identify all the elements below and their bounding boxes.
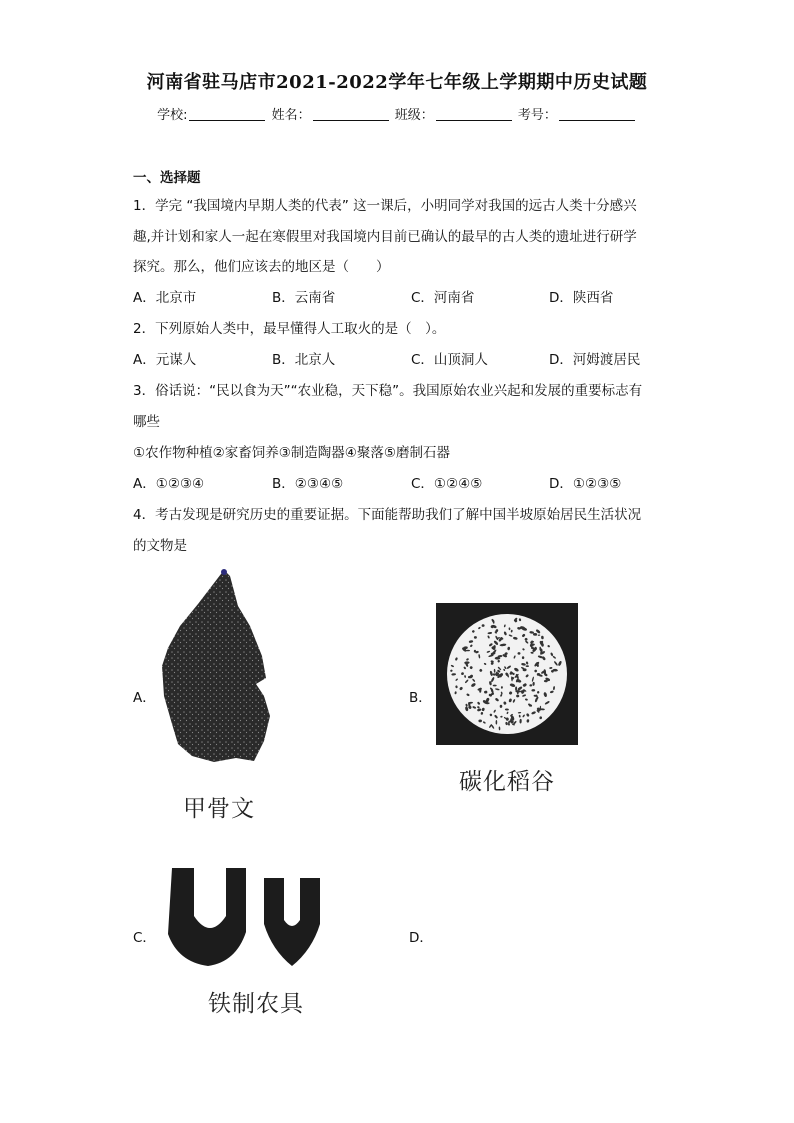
class-blank[interactable] [436,106,512,121]
q4-line2: 的文物是 [133,538,187,554]
q2-option-c[interactable]: C．山顶洞人 [411,352,488,368]
number-label: 考号： [517,108,557,123]
school-blank[interactable] [189,106,265,121]
q3-line2: 哪些 [133,414,160,430]
q3-line3: ①农作物种植②家畜饲养③制造陶器④聚落⑤磨制石器 [133,445,451,461]
q1-option-b[interactable]: B．云南省 [272,290,336,306]
school-label: 学校: [157,108,188,123]
q3-option-c[interactable]: C．①②④⑤ [411,476,483,492]
q3-option-d[interactable]: D．①②③⑤ [549,476,622,492]
oracle-bone-caption: 甲骨文 [183,796,255,822]
section-title: 一、选择题 [133,170,201,186]
q2-option-b[interactable]: B．北京人 [272,352,336,368]
q2-option-d[interactable]: D．河姆渡居民 [549,352,641,368]
number-blank[interactable] [559,106,635,121]
q1-option-a[interactable]: A．北京市 [133,290,197,306]
q1-line1: 1．学完 “我国境内早期人类的代表” 这一课后，小明同学对我国的远古人类十分感兴 [133,198,637,214]
q4-line1: 4．考古发现是研究历史的重要证据。下面能帮助我们了解中国半坡原始居民生活状况 [133,507,642,523]
iron-tools-image [160,862,332,972]
q4-option-c-label[interactable]: C． [133,930,156,946]
oracle-bone-image [158,566,278,766]
name-label: 姓名： [271,108,311,123]
class-label: 班级： [394,108,434,123]
q4-option-d-label[interactable]: D． [409,930,433,946]
exam-title: 河南省驻马店市2021-2022学年七年级上学期期中历史试题 [146,72,648,93]
carbonized-rice-caption: 碳化稻谷 [459,769,555,795]
q4-option-b-label[interactable]: B． [409,690,432,706]
iron-tools-caption: 铁制农具 [208,991,304,1017]
q3-option-b[interactable]: B．②③④⑤ [272,476,344,492]
q1-line3: 探究。那么，他们应该去的地区是（ ） [133,259,390,275]
q1-option-d[interactable]: D．陕西省 [549,290,614,306]
q4-option-a-label[interactable]: A． [133,690,156,706]
q2-line1: 2．下列原始人类中，最早懂得人工取火的是（ ）。 [133,321,446,337]
q1-line2: 趣,并计划和家人一起在寒假里对我国境内目前已确认的最早的古人类的遗址进行研学 [133,229,637,245]
q1-option-c[interactable]: C．河南省 [411,290,475,306]
q3-option-a[interactable]: A．①②③④ [133,476,205,492]
name-blank[interactable] [313,106,389,121]
q2-option-a[interactable]: A．元谋人 [133,352,197,368]
student-info-line [0,104,794,123]
q3-line1: 3．俗话说：“民以食为天”“农业稳，天下稳”。我国原始农业兴起和发展的重要标志有 [133,383,643,399]
carbonized-rice-image [436,603,578,745]
